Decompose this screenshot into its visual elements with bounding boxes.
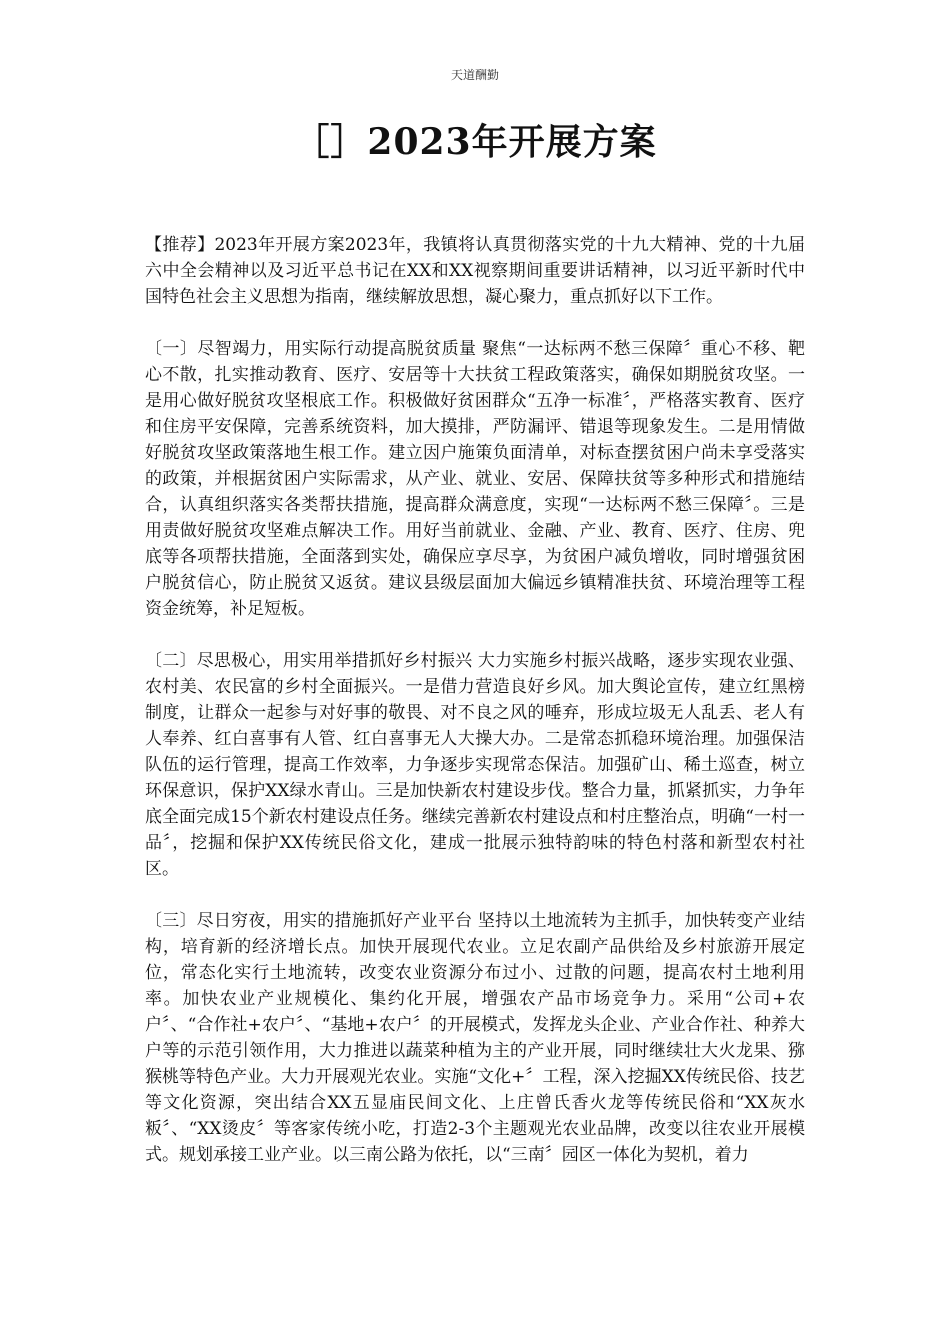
paragraph-section-2: 〔二〕尽思极心，用实用举措抓好乡村振兴 大力实施乡村振兴战略，逐步实现农业强、农村美、农民富的乡村全面振兴。一是借力营造良好乡风。加大舆论宣传，建立红黑榜制度，让群众一起参与对好事的敬畏、对不良之风的唾弃，形成垃圾无人乱丢、老人有人奉养、红白喜事有人管、红白喜事无人大操大办。二是常态抓稳环境治理。加强保洁队伍的运行管理，提高工作效率，力争逐步实现常态保洁。加强矿山、稀土巡查，树立环保意识，保护XX绿水青山。三是加快新农村建设步伐。整合力量，抓紧抓实，力争年底全面完成15个新农村建设点任务。继续完善新农村建设点和村庄整治点，明确“一村一品〞，挖掘和保护XX传统民俗文化，建成一批展示独特韵味的特色村落和新型农村社区。	[145, 651, 805, 879]
paragraph-section-3: 〔三〕尽日穷夜，用实的措施抓好产业平台 坚持以土地流转为主抓手，加快转变产业结构，培育新的经济增长点。加快开展现代农业。立足农副产品供给及乡村旅游开展定位，常态化实行土地流转，改变农业资源分布过小、过散的问题，提高农村土地利用率。加快农业产业规模化、集约化开展，增强农产品市场竞争力。采用“公司+农户〞、“合作社+农户〞、“基地+农户〞的开展模式，发挥龙头企业、产业合作社、种养大户等的示范引领作用，大力推进以蔬菜种植为主的产业开展，同时继续壮大火龙果、猕猴桃等特色产业。大力开展观光农业。实施“文化+〞工程，深入挖掘XX传统民俗、技艺等文化资源，突出结合XX五显庙民间文化、上庄曾氏香火龙等传统民俗和“XX灰水粄〞、“XX烫皮〞等客家传统小吃，打造2-3个主题观光农业品牌，改变以往农业开展模式。规划承接工业产业。以三南公路为依托，以“三南〞园区一体化为契机，着力	[145, 911, 805, 1165]
paragraph-intro: 【推荐】2023年开展方案2023年，我镇将认真贯彻落实党的十九大精神、党的十九届六中全会精神以及习近平总书记在XX和XX视察期间重要讲话精神，以习近平新时代中国特色社会主义思想为指南，继续解放思想，凝心聚力，重点抓好以下工作。	[145, 235, 805, 307]
paragraph-section-1: 〔一〕尽智竭力，用实际行动提高脱贫质量 聚焦“一达标两不愁三保障〞重心不移、靶心不散，扎实推动教育、医疗、安居等十大扶贫工程政策落实，确保如期脱贫攻坚。一是用心做好脱贫攻坚根底工作。积极做好贫困群众“五净一标准〞，严格落实教育、医疗和住房平安保障，完善系统资料，加大摸排，严防漏评、错退等现象发生。二是用情做好脱贫攻坚政策落地生根工作。建立因户施策负面清单，对标查摆贫困户尚未享受落实的政策，并根据贫困户实际需求，从产业、就业、安居、保障扶贫等多种形式和措施结合，认真组织落实各类帮扶措施，提高群众满意度，实现“一达标两不愁三保障〞。三是用责做好脱贫攻坚难点解决工作。用好当前就业、金融、产业、教育、医疗、住房、兜底等各项帮扶措施，全面落到实处，确保应享尽享，为贫困户减负增收，同时增强贫困户脱贫信心，防止脱贫又返贫。建议县级层面加大偏远乡镇精准扶贫、环境治理等工程资金统筹，补足短板。	[145, 339, 805, 619]
document-body	[145, 232, 805, 1194]
page-header-text: 天道酬勤	[450, 68, 499, 82]
document-title: ［］2023年开展方案	[293, 121, 657, 163]
